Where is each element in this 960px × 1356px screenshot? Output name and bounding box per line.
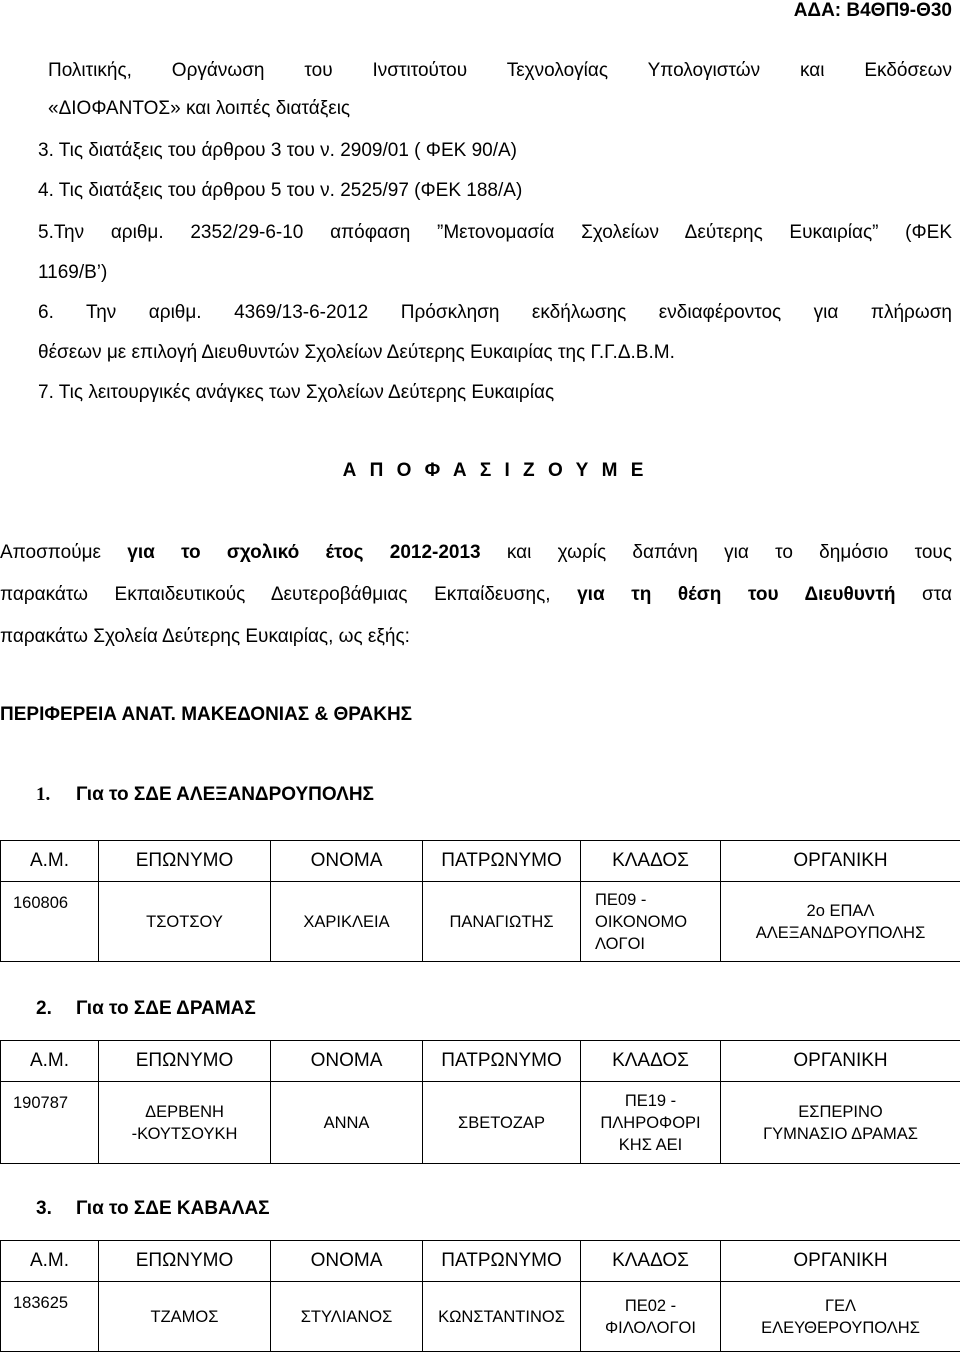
section-title: Για το ΣΔΕ ΚΑΒΑΛΑΣ [76,1198,270,1219]
cell-am: 160806 [1,882,99,962]
consideration-line: θέσεων με επιλογή Διευθυντών Σχολείων Δεύτερης Ευκαιρίας της Γ.Γ.Δ.Β.Μ. [38,342,675,363]
decision-paragraph-line [0,582,952,608]
column-header: Α.Μ. [1,1241,99,1282]
decision-text: Αποσπούμε [0,542,128,563]
cell-name: ΣΤΥΛΙΑΝΟΣ [271,1282,423,1352]
cell-branch: ΠΕ09 - ΟΙΚΟΝΟΜΟ ΛΟΓΟΙ [581,882,721,962]
ada-code: ΑΔΑ: Β4ΘΠ9-Θ30 [793,0,952,21]
consideration-item: 3. Τις διατάξεις του άρθρου 3 του ν. 2909/01 ( ΦΕΚ 90/Α) [38,140,517,161]
table-row [1,1282,960,1352]
column-header: Α.Μ. [1,1041,99,1082]
cell-father: ΣΒΕΤΟΖΑΡ [423,1082,581,1164]
cell-am: 190787 [1,1082,99,1164]
column-header: ΠΑΤΡΩΝΥΜΟ [423,1241,581,1282]
column-header: ΟΝΟΜΑ [271,1041,423,1082]
consideration-item: 5.Την αριθμ. 2352/29-6-10 απόφαση ”Μετονομασία Σχολείων Δεύτερης Ευκαιρίας” (ΦΕΚ [38,222,952,243]
column-header: ΚΛΑΔΟΣ [581,1241,721,1282]
column-header: ΟΡΓΑΝΙΚΗ [721,1241,960,1282]
section-heading [36,784,374,806]
column-header: Α.Μ. [1,841,99,882]
consideration-item: 7. Τις λειτουργικές ανάγκες των Σχολείων Δεύτερης Ευκαιρίας [38,382,555,403]
decision-text: και χωρίς δαπάνη για το δημόσιο τους [480,542,952,563]
consideration-line: «ΔΙΟΦΑΝΤΟΣ» και λοιπές διατάξεις [48,98,351,119]
cell-surname: ΤΣΟΤΣΟΥ [99,882,271,962]
column-header: ΕΠΩΝΥΜΟ [99,1241,271,1282]
table-row [1,1082,960,1164]
column-header: ΚΛΑΔΟΣ [581,841,721,882]
cell-father: ΚΩΝΣΤΑΝΤΙΝΟΣ [423,1282,581,1352]
cell-name: ΧΑΡΙΚΛΕΙΑ [271,882,423,962]
cell-organic: ΓΕΛ ΕΛΕΥΘΕΡΟΥΠΟΛΗΣ [721,1282,960,1352]
column-header: ΕΠΩΝΥΜΟ [99,1041,271,1082]
cell-organic: 2ο ΕΠΑΛ ΑΛΕΞΑΝΔΡΟΥΠΟΛΗΣ [721,882,960,962]
consideration-line: Πολιτικής, Οργάνωση του Ινστιτούτου Τεχνολογίας Υπολογιστών και Εκδόσεων [48,60,952,81]
column-header: ΟΡΓΑΝΙΚΗ [721,1041,960,1082]
column-header: ΠΑΤΡΩΝΥΜΟ [423,1041,581,1082]
assignment-table [0,840,960,962]
assignment-table [0,1240,960,1352]
cell-organic: ΕΣΠΕΡΙΝΟ ΓΥΜΝΑΣΙΟ ΔΡΑΜΑΣ [721,1082,960,1164]
column-header: ΚΛΑΔΟΣ [581,1041,721,1082]
cell-surname: ΔΕΡΒΕΝΗ -ΚΟΥΤΣΟΥΚΗ [99,1082,271,1164]
cell-name: ΑΝΝΑ [271,1082,423,1164]
section-number: 1. [36,784,51,805]
region-heading: ΠΕΡΙΦΕΡΕΙΑ ΑΝΑΤ. ΜΑΚΕΔΟΝΙΑΣ & ΘΡΑΚΗΣ [0,704,413,725]
consideration-line: 1169/Β’) [38,262,108,283]
decision-heading: Α Π Ο Φ Α Σ Ι Ζ Ο Υ Μ Ε [342,460,648,481]
column-header: ΟΝΟΜΑ [271,1241,423,1282]
cell-am: 183625 [1,1282,99,1352]
decision-text: στα [895,584,952,605]
decision-emphasis: για τη θέση του Διευθυντή [577,584,896,605]
cell-father: ΠΑΝΑΓΙΩΤΗΣ [423,882,581,962]
column-header: ΠΑΤΡΩΝΥΜΟ [423,841,581,882]
decision-emphasis: για το σχολικό έτος 2012-2013 [127,542,481,563]
section-number: 2. [36,998,52,1019]
section-heading [36,1198,270,1220]
table-row [1,882,960,962]
assignment-table [0,1040,960,1164]
column-header: ΟΝΟΜΑ [271,841,423,882]
table-header-row [1,1041,960,1082]
column-header: ΟΡΓΑΝΙΚΗ [721,841,960,882]
section-title: Για το ΣΔΕ ΔΡΑΜΑΣ [76,998,256,1019]
cell-branch: ΠΕ19 - ΠΛΗΡΟΦΟΡΙ ΚΗΣ ΑΕΙ [581,1082,721,1164]
table-header-row [1,841,960,882]
section-title: Για το ΣΔΕ ΑΛΕΞΑΝΔΡΟΥΠΟΛΗΣ [76,784,374,805]
consideration-item: 4. Τις διατάξεις του άρθρου 5 του ν. 2525/97 (ΦΕΚ 188/Α) [38,180,523,201]
decision-text: παρακάτω Εκπαιδευτικούς Δευτεροβάθμιας Εκπαίδευσης, [0,584,578,605]
decision-paragraph-line [0,540,952,566]
section-heading [36,998,256,1020]
cell-branch: ΠΕ02 - ΦΙΛΟΛΟΓΟΙ [581,1282,721,1352]
column-header: ΕΠΩΝΥΜΟ [99,841,271,882]
table-header-row [1,1241,960,1282]
section-number: 3. [36,1198,52,1219]
consideration-item: 6. Την αριθμ. 4369/13-6-2012 Πρόσκληση εκδήλωσης ενδιαφέροντος για πλήρωση [38,302,952,323]
cell-surname: ΤΖΑΜΟΣ [99,1282,271,1352]
decision-paragraph-line: παρακάτω Σχολεία Δεύτερης Ευκαιρίας, ως εξής: [0,626,410,647]
